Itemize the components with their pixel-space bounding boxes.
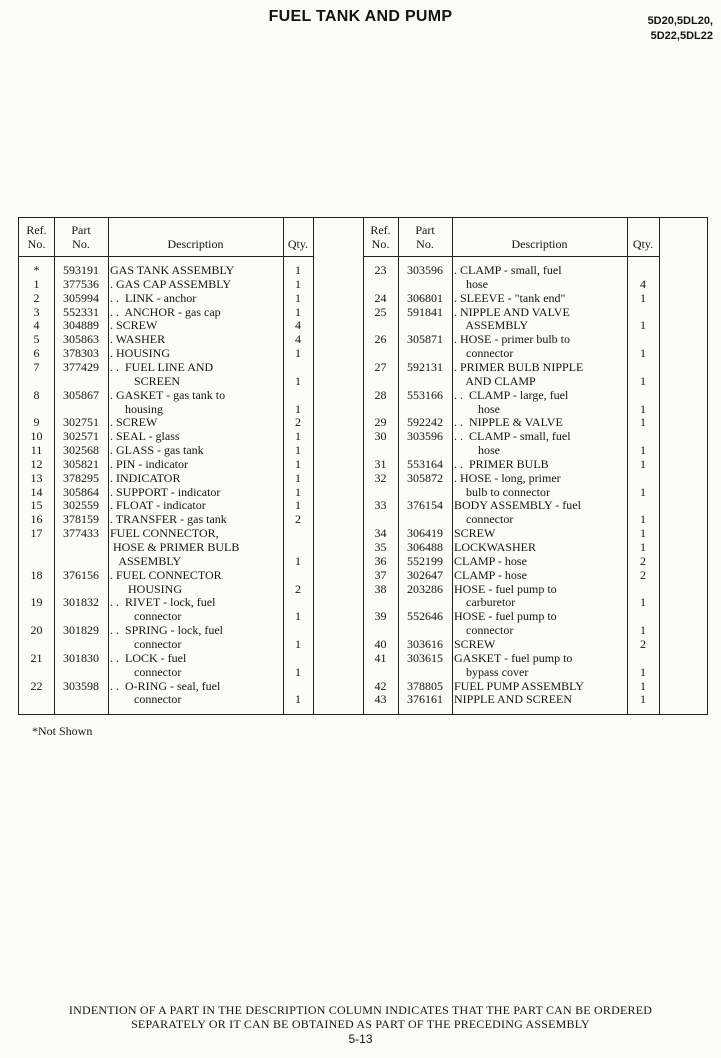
part-no-cell: 376161 <box>407 692 443 707</box>
ref-no-cell: 12 <box>30 456 43 471</box>
qty-cell: 1 <box>640 540 646 554</box>
description-cell: . GASKET - gas tank to <box>110 387 226 402</box>
description-cell: . HOUSING <box>110 346 170 361</box>
description-cell: SCREW <box>454 636 496 651</box>
description-cell: connector <box>110 609 182 624</box>
ref-no-cell: 23 <box>374 263 387 277</box>
ref-no-cell: 32 <box>374 470 387 485</box>
ref-no-cell: 25 <box>374 304 387 319</box>
qty-cell: 1 <box>640 664 646 679</box>
description-cell: hose <box>454 443 500 458</box>
qty-cell: 1 <box>295 263 301 277</box>
part-no-cell: 378295 <box>63 470 99 485</box>
description-cell: ASSEMBLY <box>454 318 529 333</box>
description-cell: . . LOCK - fuel <box>110 650 187 665</box>
ref-no-cell: 13 <box>30 470 43 485</box>
ref-no-cell: 14 <box>30 484 43 499</box>
part-no-cell: 377536 <box>63 276 99 291</box>
ref-no-cell: 31 <box>374 456 387 471</box>
description-cell: HOSE - fuel pump to <box>454 581 557 596</box>
part-no-cell: 303616 <box>407 636 443 651</box>
model-numbers <box>648 14 713 44</box>
part-no-cell: 303615 <box>407 650 443 665</box>
qty-cell: 1 <box>640 456 646 471</box>
ref-no-cell: 24 <box>374 290 387 305</box>
part-no-cell: 306488 <box>407 540 443 554</box>
qty-header-left: Qty. <box>287 237 309 251</box>
qty-header-right: Qty. <box>632 237 654 251</box>
description-cell: HOSE - fuel pump to <box>454 609 557 624</box>
qty-cell: 4 <box>295 318 301 333</box>
ref-no-cell: 8 <box>33 387 40 402</box>
qty-cell: 2 <box>295 581 301 596</box>
ref-no-cell: 7 <box>33 359 40 374</box>
indention-notice <box>0 1003 721 1031</box>
qty-cell: 1 <box>295 373 301 388</box>
part-no-cell: 304889 <box>63 318 99 333</box>
qty-cell: 2 <box>295 415 301 430</box>
part-no-cell: 378805 <box>407 678 443 693</box>
qty-cell: 1 <box>640 443 646 458</box>
description-cell: . WASHER <box>110 332 166 347</box>
part-no-cell: 592242 <box>407 415 443 430</box>
description-cell: connector <box>454 623 514 638</box>
part-no-cell: 376154 <box>407 498 443 513</box>
part-no-cell: 305821 <box>63 456 99 471</box>
ref-no-header-right: Ref. No. <box>370 223 391 251</box>
qty-cell: 1 <box>640 290 646 305</box>
description-cell: . CLAMP - small, fuel <box>454 263 562 277</box>
qty-cell: 1 <box>295 429 301 444</box>
ref-no-cell: 11 <box>30 443 43 458</box>
part-no-header-right: Part No. <box>415 223 435 251</box>
description-cell: connector <box>110 692 182 707</box>
part-no-cell: 305863 <box>63 332 99 347</box>
ref-no-cell: 40 <box>374 636 387 651</box>
description-cell: connector <box>110 664 182 679</box>
description-cell: . GAS CAP ASSEMBLY <box>110 276 232 291</box>
part-no-cell: 302571 <box>63 429 99 444</box>
description-cell: . GLASS - gas tank <box>110 443 204 458</box>
qty-cell: 1 <box>295 401 301 416</box>
qty-cell: 1 <box>640 623 646 638</box>
part-no-cell: 378303 <box>63 346 99 361</box>
ref-no-cell: 2 <box>33 290 40 305</box>
description-cell: . SUPPORT - indicator <box>110 484 221 499</box>
qty-cell: 1 <box>640 595 646 610</box>
description-cell: . . CLAMP - large, fuel <box>454 387 569 402</box>
description-cell: GAS TANK ASSEMBLY <box>110 263 235 277</box>
description-cell: HOUSING <box>110 581 182 596</box>
description-cell: . TRANSFER - gas tank <box>110 512 227 527</box>
description-cell: FUEL PUMP ASSEMBLY <box>454 678 584 693</box>
description-cell: . INDICATOR <box>110 470 181 485</box>
ref-no-cell: 27 <box>374 359 387 374</box>
description-cell: . SCREW <box>110 415 158 430</box>
ref-no-cell: 1 <box>33 276 40 291</box>
description-cell: . HOSE - long, primer <box>454 470 561 485</box>
description-cell: BODY ASSEMBLY - fuel <box>454 498 581 513</box>
ref-no-cell: 26 <box>374 332 387 347</box>
description-cell: SCREW <box>454 526 496 541</box>
qty-cell: 2 <box>640 636 646 651</box>
qty-cell: 1 <box>295 609 301 624</box>
part-no-cell: 303596 <box>407 429 443 444</box>
qty-cell: 1 <box>295 456 301 471</box>
qty-cell: 4 <box>640 276 646 291</box>
notice-line-2: SEPARATELY OR IT CAN BE OBTAINED AS PART OF THE PRECEDING ASSEMBLY <box>131 1017 590 1031</box>
ref-no-cell: 33 <box>374 498 387 513</box>
qty-cell: 1 <box>295 484 301 499</box>
page-number: 5-13 <box>348 1032 373 1046</box>
qty-cell: 1 <box>640 678 646 693</box>
description-cell: . PRIMER BULB NIPPLE <box>454 359 584 374</box>
description-cell: AND CLAMP <box>454 373 536 388</box>
description-cell: SCREEN <box>110 373 181 388</box>
description-cell: . PIN - indicator <box>110 456 188 471</box>
part-no-cell: 552646 <box>407 609 443 624</box>
part-no-cell: 305994 <box>63 290 99 305</box>
ref-no-cell: 19 <box>30 595 43 610</box>
ref-no-cell: 20 <box>30 623 43 638</box>
description-header-right: Description <box>511 237 568 251</box>
description-cell: HOSE & PRIMER BULB <box>110 540 240 554</box>
part-no-cell: 377433 <box>63 526 99 541</box>
column-rule <box>313 218 314 714</box>
qty-cell: 2 <box>295 512 301 527</box>
ref-no-cell: 9 <box>33 415 40 430</box>
qty-cell: 1 <box>640 373 646 388</box>
description-cell: hose <box>454 276 488 291</box>
description-cell: bulb to connector <box>454 484 550 499</box>
description-cell: NIPPLE AND SCREEN <box>454 692 573 707</box>
qty-cell: 1 <box>295 692 301 707</box>
description-cell: connector <box>454 512 514 527</box>
qty-cell: 1 <box>295 553 301 568</box>
description-cell: ASSEMBLY <box>110 553 182 568</box>
part-no-cell: 378159 <box>63 512 99 527</box>
ref-no-cell: 5 <box>33 332 40 347</box>
parts-table <box>18 217 708 715</box>
part-no-cell: 305872 <box>407 470 443 485</box>
description-cell: . . PRIMER BULB <box>454 456 549 471</box>
part-no-cell: 552199 <box>407 553 443 568</box>
page-title: FUEL TANK AND PUMP <box>268 8 453 25</box>
ref-no-cell: 36 <box>374 553 387 568</box>
ref-no-cell: 41 <box>374 650 387 665</box>
description-cell: . . FUEL LINE AND <box>110 359 214 374</box>
ref-no-cell: 42 <box>374 678 387 693</box>
part-no-cell: 302559 <box>63 498 99 513</box>
part-no-cell: 553166 <box>407 387 443 402</box>
qty-cell: 4 <box>295 332 301 347</box>
ref-no-cell: 28 <box>374 387 387 402</box>
ref-no-cell: 34 <box>374 526 387 541</box>
ref-no-cell: 35 <box>374 540 387 554</box>
description-cell: . . SPRING - lock, fuel <box>110 623 223 638</box>
description-cell: . FLOAT - indicator <box>110 498 206 513</box>
description-cell: CLAMP - hose <box>454 567 527 582</box>
qty-cell: 1 <box>295 470 301 485</box>
qty-cell: 1 <box>295 290 301 305</box>
part-no-cell: 593191 <box>63 263 99 277</box>
part-no-cell: 302647 <box>407 567 443 582</box>
qty-cell: 1 <box>295 498 301 513</box>
footnote: *Not Shown <box>32 724 93 738</box>
ref-no-cell: 10 <box>30 429 43 444</box>
ref-no-cell: 43 <box>374 692 387 707</box>
ref-no-cell: 17 <box>30 526 43 541</box>
ref-no-cell: 37 <box>374 567 387 582</box>
description-cell: . . LINK - anchor <box>110 290 197 305</box>
description-cell: . SLEEVE - "tank end" <box>454 290 566 305</box>
part-no-cell: 305871 <box>407 332 443 347</box>
part-no-cell: 306801 <box>407 290 443 305</box>
qty-cell: 1 <box>640 401 646 416</box>
part-no-cell: 302568 <box>63 443 99 458</box>
qty-cell: 1 <box>295 636 301 651</box>
description-cell: . . ANCHOR - gas cap <box>110 304 221 319</box>
part-no-cell: 305864 <box>63 484 99 499</box>
ref-no-cell: 15 <box>30 498 43 513</box>
description-cell: . . NIPPLE & VALVE <box>454 415 563 430</box>
part-no-cell: 305867 <box>63 387 99 402</box>
part-no-cell: 552331 <box>63 304 99 319</box>
part-no-cell: 592131 <box>407 359 443 374</box>
model-line-1: 5D20,5DL20, <box>647 15 713 27</box>
column-rule <box>659 218 660 714</box>
description-cell: . NIPPLE AND VALVE <box>454 304 570 319</box>
ref-no-cell: 21 <box>30 650 43 665</box>
part-no-cell: 377429 <box>63 359 99 374</box>
description-cell: . FUEL CONNECTOR <box>110 567 222 582</box>
qty-cell: 1 <box>640 512 646 527</box>
qty-cell: 1 <box>640 692 646 707</box>
ref-no-cell: 16 <box>30 512 43 527</box>
column-rule <box>452 218 453 714</box>
ref-no-cell: 38 <box>374 581 387 596</box>
part-no-cell: 376156 <box>63 567 99 582</box>
model-line-2: 5D22,5DL22 <box>650 30 713 42</box>
notice-line-1: INDENTION OF A PART IN THE DESCRIPTION COLUMN INDICATES THAT THE PART CAN BE ORDERED <box>68 1003 653 1017</box>
ref-no-cell: 18 <box>30 567 43 582</box>
part-no-header-left: Part No. <box>71 223 91 251</box>
qty-cell: 1 <box>640 484 646 499</box>
header-rule-left <box>19 256 313 257</box>
description-cell: . . O-RING - seal, fuel <box>110 678 221 693</box>
description-cell: FUEL CONNECTOR, <box>110 526 219 541</box>
ref-no-cell: 3 <box>33 304 40 319</box>
column-rule <box>108 218 109 714</box>
description-cell: LOCKWASHER <box>454 540 537 554</box>
ref-no-cell: 29 <box>374 415 387 430</box>
ref-no-header-left: Ref. No. <box>26 223 47 251</box>
description-cell: bypass cover <box>454 664 529 679</box>
qty-cell: 2 <box>640 553 646 568</box>
description-cell: . . CLAMP - small, fuel <box>454 429 571 444</box>
qty-cell: 1 <box>640 415 646 430</box>
description-cell: . SEAL - glass <box>110 429 180 444</box>
part-no-cell: 301830 <box>63 650 99 665</box>
part-no-cell: 203286 <box>407 581 443 596</box>
ref-no-cell: 30 <box>374 429 387 444</box>
description-cell: . SCREW <box>110 318 158 333</box>
header-rule-right <box>363 256 659 257</box>
description-cell: connector <box>454 346 514 361</box>
qty-cell: 1 <box>640 526 646 541</box>
ref-no-cell: 22 <box>30 678 43 693</box>
description-cell: housing <box>110 401 164 416</box>
description-cell: connector <box>110 636 182 651</box>
qty-cell: 1 <box>640 318 646 333</box>
qty-cell: 1 <box>640 346 646 361</box>
description-cell: GASKET - fuel pump to <box>454 650 573 665</box>
qty-cell: 2 <box>640 567 646 582</box>
qty-cell: 1 <box>295 276 301 291</box>
description-cell: . HOSE - primer bulb to <box>454 332 570 347</box>
description-header-left: Description <box>167 237 224 251</box>
qty-cell: 1 <box>295 664 301 679</box>
part-no-cell: 301829 <box>63 623 99 638</box>
description-cell: carburetor <box>454 595 516 610</box>
part-no-cell: 303596 <box>407 263 443 277</box>
qty-cell: 1 <box>295 443 301 458</box>
part-no-cell: 303598 <box>63 678 99 693</box>
ref-no-cell: 4 <box>33 318 40 333</box>
part-no-cell: 301832 <box>63 595 99 610</box>
ref-no-cell: 6 <box>33 346 40 361</box>
part-no-cell: 306419 <box>407 526 443 541</box>
description-cell: CLAMP - hose <box>454 553 527 568</box>
ref-no-cell: 39 <box>374 609 387 624</box>
part-no-cell: 302751 <box>63 415 99 430</box>
qty-cell: 1 <box>295 346 301 361</box>
ref-no-cell: * <box>33 263 40 277</box>
description-cell: . . RIVET - lock, fuel <box>110 595 216 610</box>
qty-cell: 1 <box>295 304 301 319</box>
description-cell: hose <box>454 401 500 416</box>
part-no-cell: 553164 <box>407 456 443 471</box>
part-no-cell: 591841 <box>407 304 443 319</box>
